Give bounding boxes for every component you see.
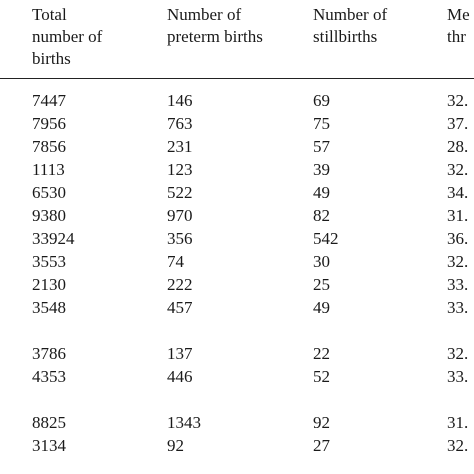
- header-line: Me: [447, 5, 470, 24]
- cell-truncated: 33.: [447, 298, 469, 317]
- cell-total: 3134: [32, 436, 66, 455]
- header-stillbirths: [313, 4, 387, 48]
- cell-stillbirths: 30: [313, 252, 330, 271]
- cell-preterm: 522: [167, 183, 193, 202]
- header-line: preterm births: [167, 27, 263, 46]
- cell-preterm: 970: [167, 206, 193, 225]
- cell-stillbirths: 22: [313, 344, 330, 363]
- header-line: births: [32, 49, 71, 68]
- header-preterm-births: [167, 4, 263, 48]
- cell-preterm: 356: [167, 229, 193, 248]
- cell-truncated: 33.: [447, 275, 469, 294]
- cell-preterm: 123: [167, 160, 193, 179]
- cell-preterm: 222: [167, 275, 193, 294]
- cell-truncated: 31.: [447, 206, 469, 225]
- cell-preterm: 231: [167, 137, 193, 156]
- cell-preterm: 92: [167, 436, 184, 455]
- cell-preterm: 457: [167, 298, 193, 317]
- cell-total: 6530: [32, 183, 66, 202]
- cell-stillbirths: 92: [313, 413, 330, 432]
- cell-stillbirths: 57: [313, 137, 330, 156]
- cell-stillbirths: 82: [313, 206, 330, 225]
- header-rule: [0, 78, 474, 79]
- cell-total: 7856: [32, 137, 66, 156]
- cell-stillbirths: 49: [313, 298, 330, 317]
- cell-total: 7447: [32, 91, 66, 110]
- cell-stillbirths: 52: [313, 367, 330, 386]
- cell-truncated: 34.: [447, 183, 469, 202]
- cell-stillbirths: 69: [313, 91, 330, 110]
- cell-total: 4353: [32, 367, 66, 386]
- cell-stillbirths: 39: [313, 160, 330, 179]
- cell-total: 3553: [32, 252, 66, 271]
- cell-stillbirths: 49: [313, 183, 330, 202]
- header-line: stillbirths: [313, 27, 378, 46]
- header-total-births: [32, 4, 102, 70]
- header-truncated: [447, 4, 470, 48]
- cell-truncated: 36.: [447, 229, 469, 248]
- header-line: thr: [447, 27, 466, 46]
- cell-total: 3786: [32, 344, 66, 363]
- cell-total: 2130: [32, 275, 66, 294]
- header-line: number of: [32, 27, 103, 46]
- cell-truncated: 31.: [447, 413, 469, 432]
- cell-preterm: 446: [167, 367, 193, 386]
- cell-truncated: 32.: [447, 160, 469, 179]
- cell-stillbirths: 27: [313, 436, 330, 455]
- header-line: Total: [32, 5, 67, 24]
- cell-stillbirths: 542: [313, 229, 339, 248]
- cell-preterm: 146: [167, 91, 193, 110]
- cell-stillbirths: 25: [313, 275, 330, 294]
- cell-total: 7956: [32, 114, 66, 133]
- cell-truncated: 33.: [447, 367, 469, 386]
- header-line: Number of: [167, 5, 242, 24]
- header-line: Number of: [313, 5, 388, 24]
- cell-truncated: 32.: [447, 91, 469, 110]
- cell-total: 1113: [32, 160, 65, 179]
- cell-preterm: 137: [167, 344, 193, 363]
- cell-preterm: 1343: [167, 413, 201, 432]
- cell-total: 33924: [32, 229, 75, 248]
- cell-truncated: 32.: [447, 344, 469, 363]
- cell-truncated: 32.: [447, 252, 469, 271]
- cell-truncated: 37.: [447, 114, 469, 133]
- cell-total: 3548: [32, 298, 66, 317]
- cell-preterm: 74: [167, 252, 184, 271]
- cell-total: 9380: [32, 206, 66, 225]
- cell-truncated: 32.: [447, 436, 469, 455]
- cell-truncated: 28.: [447, 137, 469, 156]
- cell-total: 8825: [32, 413, 66, 432]
- cell-stillbirths: 75: [313, 114, 330, 133]
- cell-preterm: 763: [167, 114, 193, 133]
